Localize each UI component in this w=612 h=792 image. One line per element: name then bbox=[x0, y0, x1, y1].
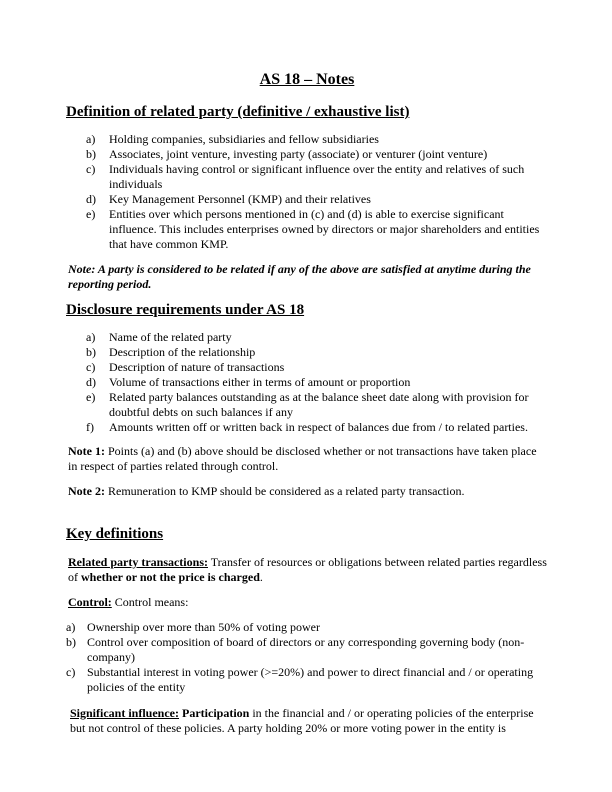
list-item-text: Holding companies, subsidiaries and fellow subsidiaries bbox=[109, 132, 379, 146]
list-item bbox=[86, 330, 548, 345]
list-item-label: d) bbox=[86, 192, 96, 206]
list-item bbox=[86, 192, 548, 207]
note-1-label: Note 1: bbox=[68, 444, 105, 458]
list-item-text: Entities over which persons mentioned in (c) and (d) is able to exercise significant influence. This includes enterprises owned by directors or major shareholders and entities that have common KMP. bbox=[109, 207, 540, 251]
list-item-text: Key Management Personnel (KMP) and their relatives bbox=[109, 192, 371, 206]
list-item-label: e) bbox=[86, 390, 96, 404]
control-text: Control means: bbox=[111, 595, 189, 609]
list-item bbox=[86, 375, 548, 390]
document-title: AS 18 – Notes bbox=[259, 71, 355, 88]
list-item bbox=[66, 620, 548, 635]
list-item-label: c) bbox=[86, 360, 96, 374]
note-2-label: Note 2: bbox=[68, 484, 105, 498]
heading-disclosure-requirements: Disclosure requirements under AS 18 bbox=[66, 302, 305, 318]
list-item bbox=[86, 132, 548, 147]
list-item-label: b) bbox=[86, 345, 96, 359]
list-item-text: Name of the related party bbox=[109, 330, 232, 344]
note-1-text: Points (a) and (b) above should be disclosed whether or not transactions have taken place in respect of parties related through control. bbox=[68, 444, 537, 473]
list-item-label: f) bbox=[86, 420, 94, 434]
list-item bbox=[86, 420, 548, 435]
definition-note: Note: A party is considered to be related if any of the above are satisfied at anytime during the reporting period. bbox=[68, 262, 531, 291]
related-party-transactions-label: Related party transactions: bbox=[68, 555, 208, 569]
disclosure-list bbox=[66, 330, 548, 435]
list-item bbox=[86, 390, 548, 420]
control-list bbox=[66, 620, 548, 695]
list-item-text: Associates, joint venture, investing party (associate) or venturer (joint venture) bbox=[109, 147, 488, 161]
list-item bbox=[86, 345, 548, 360]
list-item-label: a) bbox=[86, 330, 96, 344]
list-item-text: Amounts written off or written back in respect of balances due from / to related parties. bbox=[109, 420, 528, 434]
list-item bbox=[66, 635, 548, 665]
related-party-transactions-bold-text: whether or not the price is charged bbox=[81, 570, 260, 584]
list-item-text: Volume of transactions either in terms of amount or proportion bbox=[109, 375, 411, 389]
significant-influence-bold-text: Participation bbox=[179, 706, 250, 720]
definition-list bbox=[66, 132, 548, 252]
list-item-label: a) bbox=[86, 132, 96, 146]
related-party-transactions-definition bbox=[68, 555, 548, 585]
list-item bbox=[86, 360, 548, 375]
disclosure-note-1 bbox=[68, 444, 548, 474]
list-item-label: e) bbox=[86, 207, 96, 221]
list-item-text: Ownership over more than 50% of voting power bbox=[87, 620, 320, 634]
list-item-label: c) bbox=[86, 162, 96, 176]
significant-influence-label: Significant influence: bbox=[70, 706, 180, 720]
list-item-label: d) bbox=[86, 375, 96, 389]
control-label: Control: bbox=[68, 595, 112, 609]
list-item-text: Substantial interest in voting power (>=20%) and power to direct financial and / or operating policies of the entity bbox=[87, 665, 534, 694]
heading-definition-of-related-party: Definition of related party (definitive / exhaustive list) bbox=[66, 104, 410, 120]
significant-influence-definition bbox=[70, 706, 548, 736]
list-item-text: Related party balances outstanding as at the balance sheet date along with provision for doubtful debts on such balances if any bbox=[109, 390, 529, 419]
list-item-text: Description of nature of transactions bbox=[109, 360, 285, 374]
list-item-label: c) bbox=[66, 665, 76, 679]
control-definition bbox=[68, 595, 548, 610]
list-item-label: b) bbox=[66, 635, 76, 649]
list-item-label: a) bbox=[66, 620, 76, 634]
list-item-text: Individuals having control or significant influence over the entity and relatives of such individuals bbox=[109, 162, 525, 191]
list-item-label: b) bbox=[86, 147, 96, 161]
list-item-text: Control over composition of board of directors or any corresponding governing body (non-company) bbox=[87, 635, 525, 664]
list-item-text: Description of the relationship bbox=[109, 345, 256, 359]
significant-influence-text: in the financial and / or operating policies of the enterprise but not control of these policies. A party holding 20% or more voting power in the entity is bbox=[70, 706, 534, 735]
list-item bbox=[86, 147, 548, 162]
list-item bbox=[86, 207, 548, 252]
related-party-transactions-text: Transfer of resources or obligations between related parties regardless of bbox=[68, 555, 547, 584]
note-2-text: Remuneration to KMP should be considered as a related party transaction. bbox=[104, 484, 465, 498]
list-item bbox=[66, 665, 548, 695]
related-party-transactions-text-after: . bbox=[259, 570, 263, 584]
disclosure-note-2 bbox=[68, 484, 548, 499]
list-item bbox=[86, 162, 548, 192]
heading-key-definitions: Key definitions bbox=[66, 526, 164, 542]
